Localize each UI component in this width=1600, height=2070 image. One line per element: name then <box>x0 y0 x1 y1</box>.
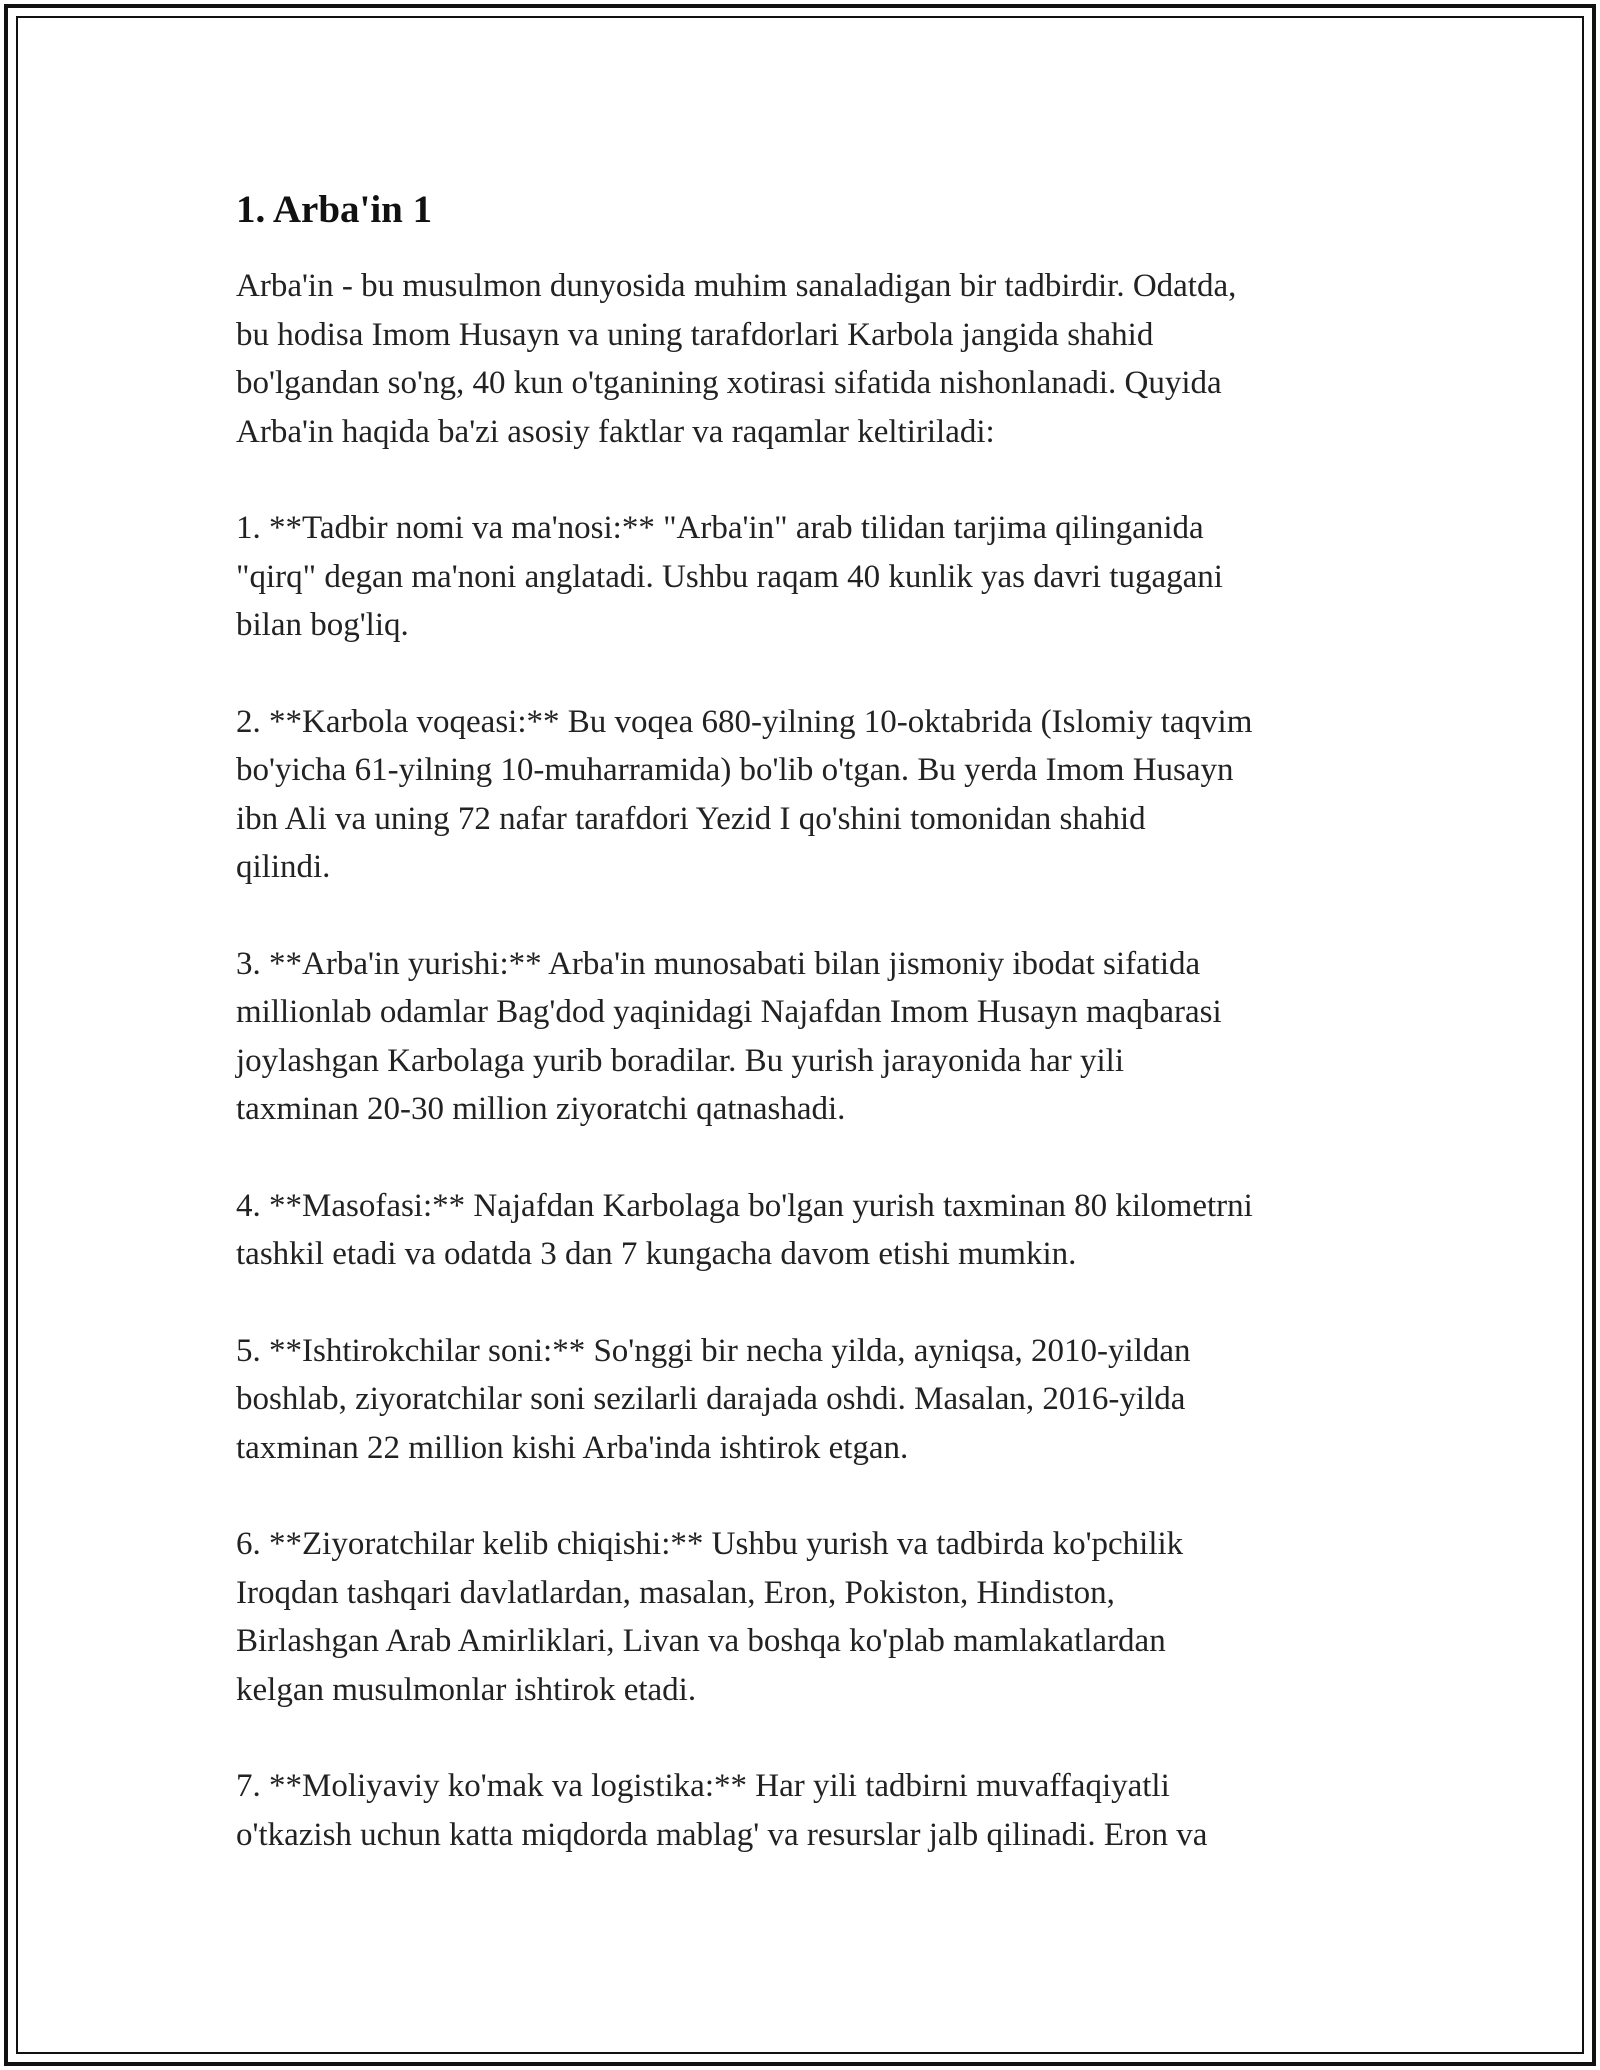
document-body <box>236 186 1376 1859</box>
list-item-2: 2. **Karbola voqeasi:** Bu voqea 680-yilning 10-oktabrida (Islomiy taqvim bo'yicha 61-yilning 10-muharramida) bo'lib o'tgan. Bu yerda Imom Husayn ibn Ali va uning 72 nafar tarafdori Yezid I qo'shini tomonidan shahid qilindi. <box>236 703 1253 885</box>
list-item-4: 4. **Masofasi:** Najafdan Karbolaga bo'lgan yurish taxminan 80 kilometrni tashkil etadi va odatda 3 dan 7 kungacha davom etishi mumkin. <box>236 1187 1253 1272</box>
list-item-5: 5. **Ishtirokchilar soni:** So'nggi bir necha yilda, ayniqsa, 2010-yildan boshlab, ziyoratchilar soni sezilarli darajada oshdi. Masalan, 2016-yilda taxminan 22 million kishi Arba'inda ishtirok etgan. <box>236 1332 1191 1466</box>
list-item-1: 1. **Tadbir nomi va ma'nosi:** "Arba'in" arab tilidan tarjima qilinganida "qirq" degan ma'noni anglatadi. Ushbu raqam 40 kunlik yas davri tugagani bilan bog'liq. <box>236 510 1223 643</box>
list-item-3: 3. **Arba'in yurishi:** Arba'in munosabati bilan jismoniy ibodat sifatida millionlab odamlar Bag'dod yaqinidagi Najafdan Imom Husayn maqbarasi joylashgan Karbolaga yurib boradilar. Bu yurish jarayonida har yili taxminan 20-30 million ziyoratchi qatnashadi. <box>236 945 1222 1127</box>
document-title: 1. Arba'in 1 <box>236 188 433 231</box>
list-item-6: 6. **Ziyoratchilar kelib chiqishi:** Ushbu yurish va tadbirda ko'pchilik Iroqdan tashqari davlatlardan, masalan, Eron, Pokiston, Hindiston, Birlashgan Arab Amirliklari, Livan va boshqa ko'plab mamlakatlardan kelgan musulmonlar ishtirok etadi. <box>236 1526 1184 1708</box>
intro-paragraph: Arba'in - bu musulmon dunyosida muhim sanaladigan bir tadbirdir. Odatda, bu hodisa Imom Husayn va uning tarafdorlari Karbola jangida shahid bo'lgandan so'ng, 40 kun o'tganining xotirasi sifatida nishonlanadi. Quyida Arba'in haqida ba'zi asosiy faktlar va raqamlar keltiriladi: <box>236 268 1237 450</box>
list-item-7: 7. **Moliyaviy ko'mak va logistika:** Har yili tadbirni muvaffaqiyatli o'tkazish uchun katta miqdorda mablag' va resurslar jalb qilinadi. Eron va <box>236 1768 1208 1853</box>
